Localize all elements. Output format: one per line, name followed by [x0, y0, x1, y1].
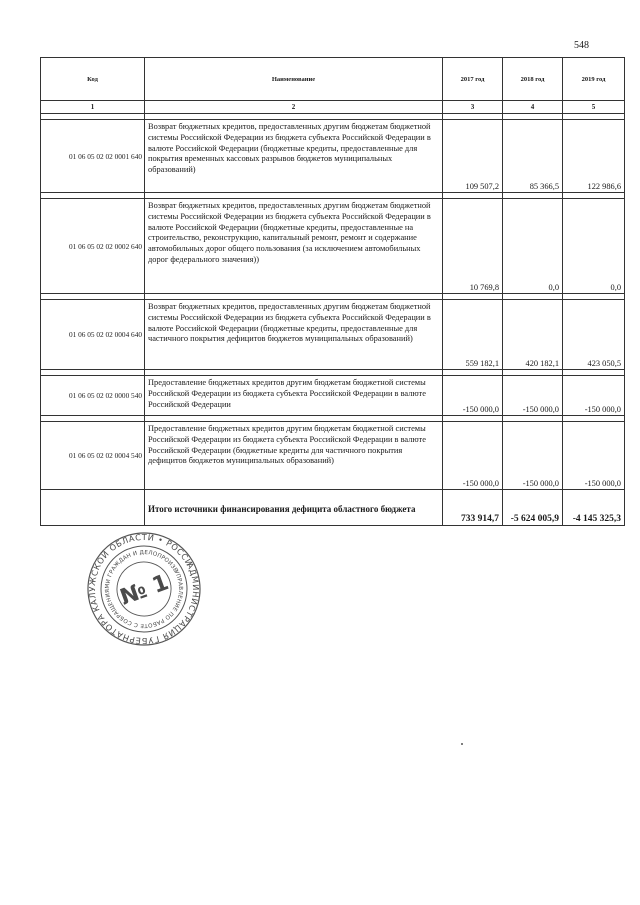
row-name: Возврат бюджетных кредитов, предоставленных другим бюджетам бюджетной системы Российской Федерации из бюджета субъекта Российской Федерации в валюте Российской Федерации (бюджетные кредиты, предоставленные для покрытия временных кассовых разрывов бюджетов муниципальных образований) [145, 120, 443, 193]
row-name: Возврат бюджетных кредитов, предоставленных другим бюджетам бюджетной системы Российской Федерации из бюджета субъекта Российской Федерации в валюте Российской Федерации (бюджетные кредиты, предоставленные для частичного покрытия дефицитов бюджетов муниципальных образований) [145, 300, 443, 370]
row-value-2018: -150 000,0 [503, 376, 563, 416]
header-2018: 2018 год [503, 58, 563, 101]
row-name: Возврат бюджетных кредитов, предоставленных другим бюджетам бюджетной системы Российской Федерации из бюджета субъекта Российской Федерации в валюте Российской Федерации (бюджетные кредиты, предоставленные на строительство, реконструкцию, капитальный ремонт, ремонт и содержание автомобильных дорог общего пользования (за исключением автомобильных дорог федерального значения)) [145, 199, 443, 294]
row-value-2018: 420 182,1 [503, 300, 563, 370]
row-value-2018: 85 366,5 [503, 120, 563, 193]
row-code: 01 06 05 02 02 0002 640 [41, 199, 145, 294]
row-name: Предоставление бюджетных кредитов другим бюджетам бюджетной системы Российской Федерации из бюджета субъекта Российской Федерации в валюте Российской Федерации (бюджетные кредиты для частичного покрытия дефицитов бюджетов муниципальных образований) [145, 422, 443, 490]
column-number: 4 [503, 101, 563, 114]
table-row [41, 199, 625, 294]
row-value-2017: 10 769,8 [443, 199, 503, 294]
header-code: Код [41, 58, 145, 101]
total-value-2018: -5 624 005,9 [503, 490, 563, 526]
stamp-inner-text: УПРАВЛЕНИЕ ПО РАБОТЕ С СОБРАЩЕНИЯМИ ГРАЖДАН И ДЕЛОПРОИЗВОДСТВУ [104, 549, 184, 629]
official-seal-stamp [85, 530, 203, 648]
column-number: 5 [563, 101, 625, 114]
header-name: Наименование [145, 58, 443, 101]
column-number-row [41, 101, 625, 114]
row-name: Предоставление бюджетных кредитов другим бюджетам бюджетной системы Российской Федерации из бюджета субъекта Российской Федерации в валюте Российской Федерации [145, 376, 443, 416]
row-code: 01 06 05 02 02 0004 640 [41, 300, 145, 370]
table-row [41, 376, 625, 416]
total-name: Итого источники финансирования дефицита областного бюджета [145, 490, 443, 526]
stamp-outer-text: АДМИНИСТРАЦИЯ ГУБЕРНАТОРА КАЛУЖСКОЙ ОБЛАСТИ • РОССИЙСКАЯ [86, 531, 202, 647]
table-row [41, 120, 625, 193]
row-value-2017: -150 000,0 [443, 376, 503, 416]
row-code: 01 06 05 02 02 0001 640 [41, 120, 145, 193]
header-2017: 2017 год [443, 58, 503, 101]
total-row [41, 490, 625, 526]
row-value-2019: 423 050,5 [563, 300, 625, 370]
column-number: 2 [145, 101, 443, 114]
column-number: 1 [41, 101, 145, 114]
header-row [41, 58, 625, 101]
row-value-2019: 122 986,6 [563, 120, 625, 193]
page-number: 548 [574, 40, 589, 51]
row-value-2018: -150 000,0 [503, 422, 563, 490]
row-value-2019: -150 000,0 [563, 422, 625, 490]
financing-table [40, 57, 625, 526]
row-value-2018: 0,0 [503, 199, 563, 294]
header-2019: 2019 год [563, 58, 625, 101]
row-code: 01 06 05 02 02 0004 540 [41, 422, 145, 490]
table-row [41, 422, 625, 490]
row-value-2017: 109 507,2 [443, 120, 503, 193]
row-value-2017: 559 182,1 [443, 300, 503, 370]
total-value-2017: 733 914,7 [443, 490, 503, 526]
total-value-2019: -4 145 325,3 [563, 490, 625, 526]
stamp-center-number: № 1 [117, 570, 173, 611]
scan-speck [461, 743, 463, 745]
row-code: 01 06 05 02 02 0000 540 [41, 376, 145, 416]
column-number: 3 [443, 101, 503, 114]
row-value-2019: 0,0 [563, 199, 625, 294]
row-value-2017: -150 000,0 [443, 422, 503, 490]
row-value-2019: -150 000,0 [563, 376, 625, 416]
table-row [41, 300, 625, 370]
